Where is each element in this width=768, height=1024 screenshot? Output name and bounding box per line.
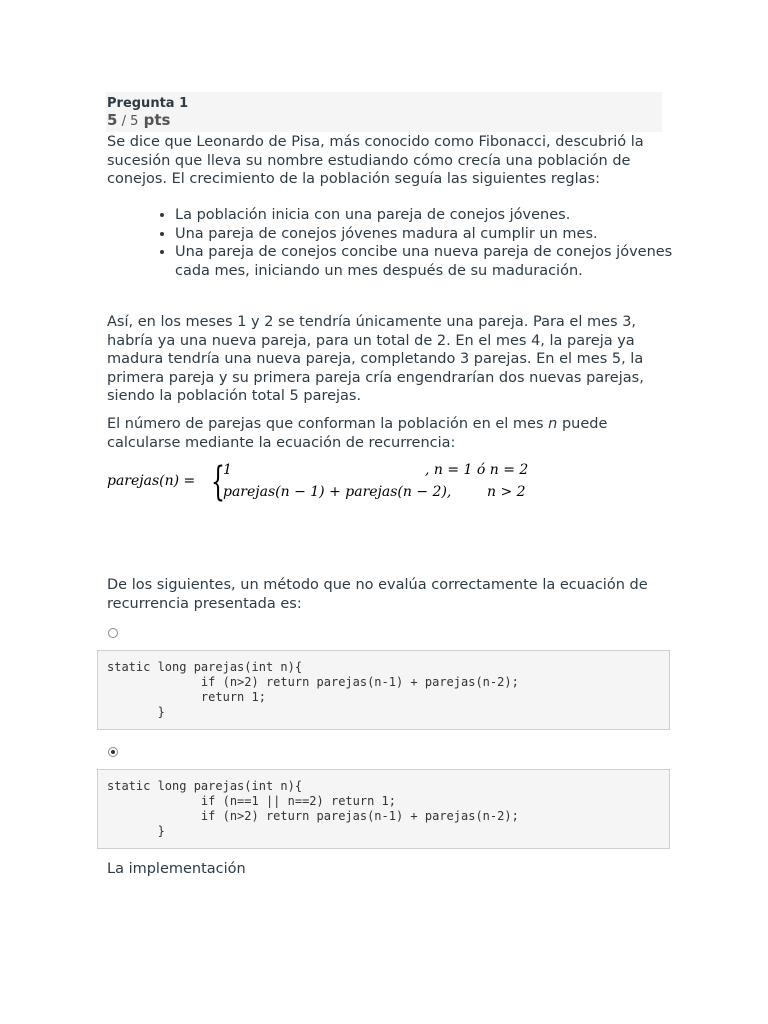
formula-cond2: n > 2: [487, 484, 526, 500]
answer-radio-1[interactable]: [108, 628, 118, 638]
recurrence-intro-n: n: [548, 416, 558, 432]
answer-option-1-code: [97, 650, 670, 730]
score-slash: / 5: [117, 114, 139, 129]
formula-case1: 1: [223, 462, 232, 478]
list-item: • Una pareja de conejos concibe una nueva pareja de conejos jóvenes cada mes, iniciando un mes después de su maduración.: [175, 243, 675, 280]
rules-list: [151, 206, 675, 280]
score-pts: pts: [138, 111, 171, 129]
answer-option-2-code: [97, 769, 670, 849]
question-header: [106, 92, 662, 132]
recurrence-intro: [107, 415, 667, 452]
code-block: static long parejas(int n){ if (n>2) return parejas(n-1) + parejas(n-2); return 1; }: [107, 660, 519, 719]
answer-radio-2[interactable]: [108, 747, 118, 757]
example-paragraph: Así, en los meses 1 y 2 se tendría únicamente una pareja. Para el mes 3, habría ya una nueva pareja, para un total de 2. En el mes 4, la pareja ya madura tendría una nueva pareja, completando 3 parejas. En el mes 5, la primera pareja y su primera pareja cría engendrarían dos nuevas parejas, siendo la población total 5 parejas.: [107, 314, 644, 404]
list-item: • La población inicia con una pareja de conejos jóvenes.: [175, 206, 675, 225]
formula-case2: parejas(n − 1) + parejas(n − 2),: [223, 484, 452, 500]
question-score: [107, 111, 170, 129]
recurrence-intro-a: El número de parejas que conforman la población en el mes: [107, 416, 549, 432]
formula-brace: {: [211, 459, 225, 505]
score-value: 5: [107, 111, 118, 129]
recurrence-formula: [107, 460, 547, 506]
answer-footer-text: La implementación: [107, 861, 246, 877]
question-prompt: De los siguientes, un método que no evalúa correctamente la ecuación de recurrencia presentada es:: [107, 577, 648, 612]
intro-paragraph: Se dice que Leonardo de Pisa, más conocido como Fibonacci, descubrió la sucesión que lleva su nombre estudiando cómo crecía una población de conejos. El crecimiento de la población seguía las siguientes reglas:: [107, 134, 644, 187]
recurrence-intro-b: puede calcularse mediante la ecuación de recurrencia:: [107, 416, 608, 451]
list-item: • Una pareja de conejos jóvenes madura al cumplir un mes.: [175, 225, 675, 244]
formula-lhs: parejas(n) =: [107, 473, 196, 489]
formula-cond1: , n = 1 ó n = 2: [425, 462, 529, 478]
code-block: static long parejas(int n){ if (n==1 || n==2) return 1; if (n>2) return parejas(n-1) + parejas(n-2); }: [107, 779, 519, 838]
question-title: Pregunta 1: [107, 96, 189, 111]
